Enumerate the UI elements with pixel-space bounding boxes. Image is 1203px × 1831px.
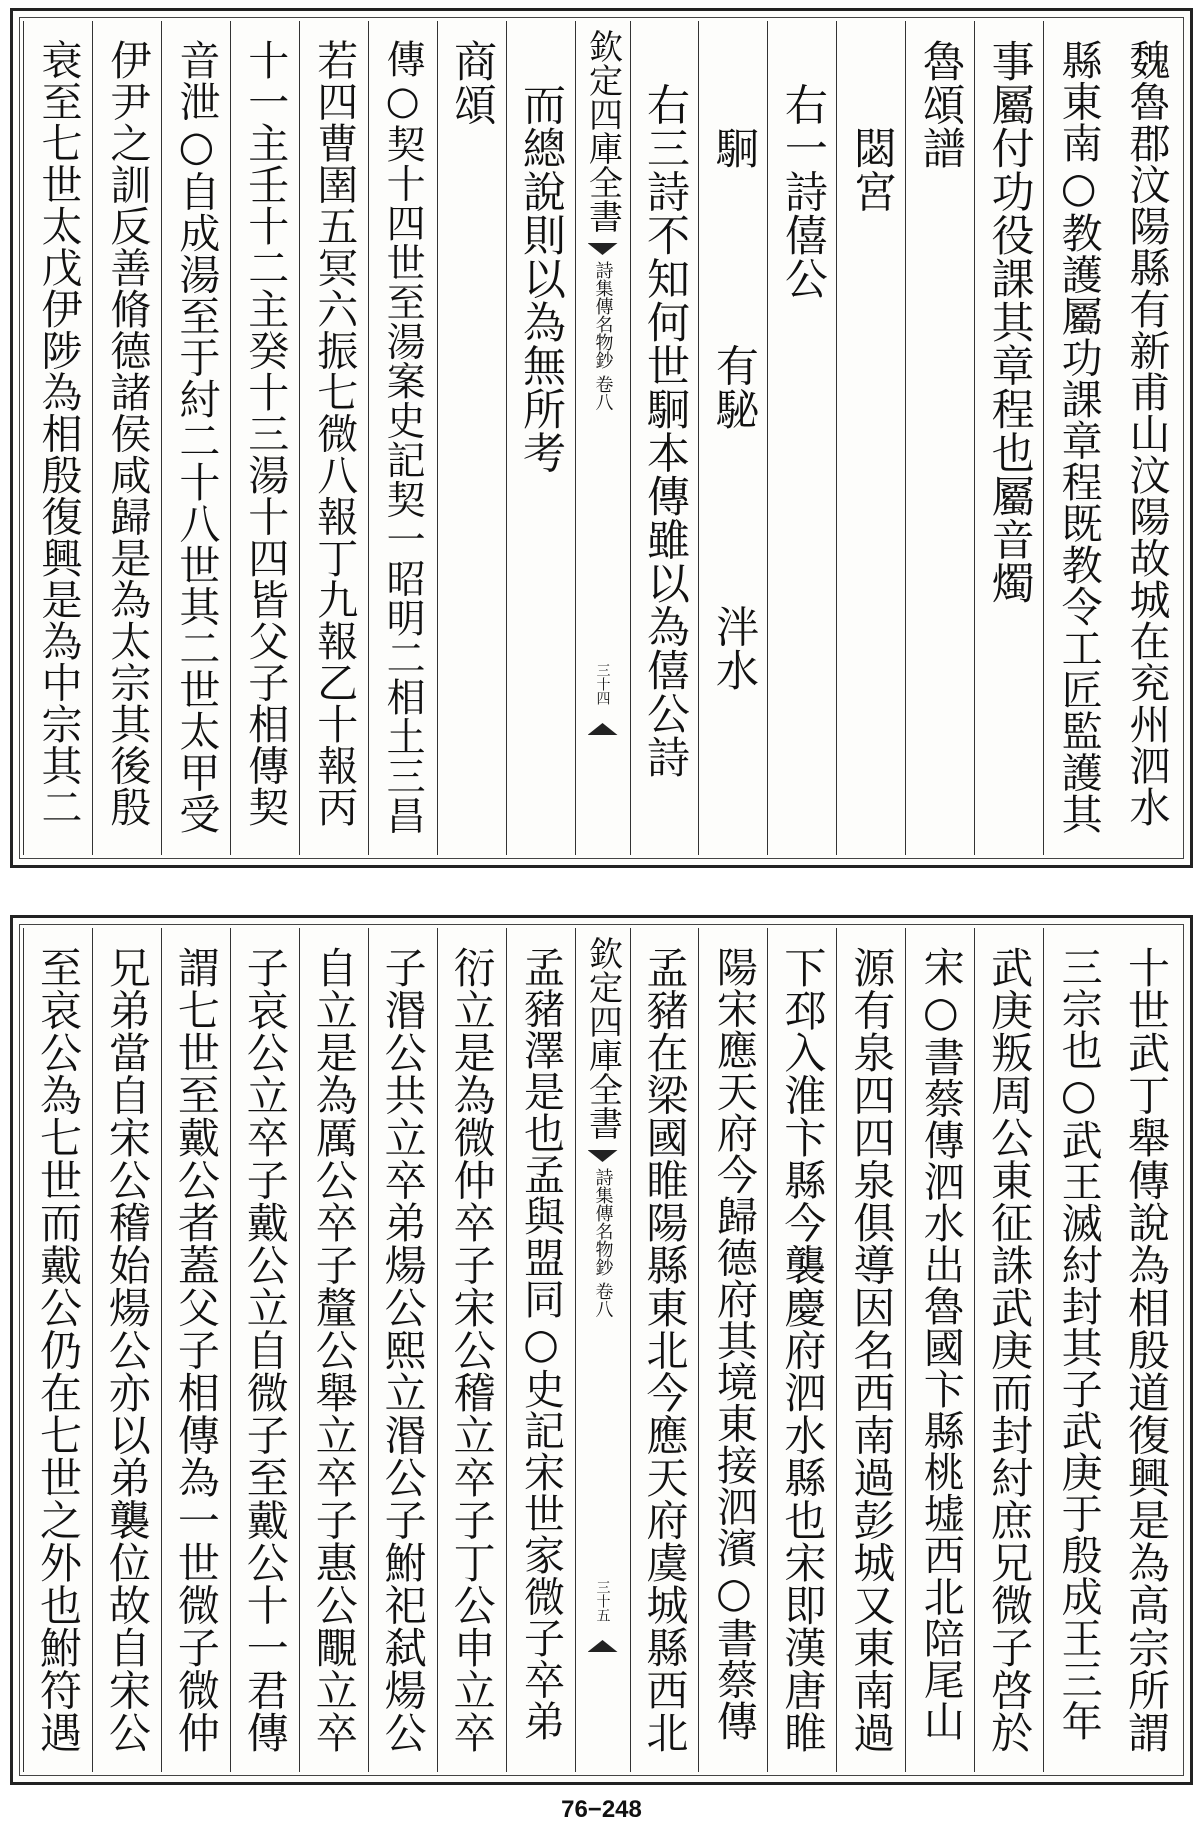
- text-column: 武庚叛周公東征誅武庚而封紂庶兄微子啓於: [974, 928, 1043, 1772]
- text-column: 自立是為厲公卒子釐公舉立卒子惠公覸立卒: [299, 928, 368, 1772]
- center-title: 欽定四庫全書: [582, 936, 623, 1140]
- text-column: 孟豬在梁國睢陽縣東北今應天府虞城縣西北: [630, 928, 699, 1772]
- text-column: 三宗也○武王滅紂封其子武庚于殷成王三年: [1043, 928, 1112, 1772]
- text-column: 十一主壬十二主癸十三湯十四皆父子相傳契: [230, 21, 299, 855]
- leaf-number: 三十四: [594, 663, 611, 705]
- text-column: 閟宮: [836, 21, 905, 855]
- text-column: 事屬付功役課其章程也屬音燭: [974, 21, 1043, 855]
- center-fold-column: [575, 21, 630, 855]
- text-column: 至哀公為七世而戴公仍在七世之外也鮒符遇: [23, 928, 92, 1772]
- text-column: 駉 有駜 泮水: [698, 21, 767, 855]
- fish-tail-mark: [588, 1640, 618, 1652]
- text-column: 十世武丁舉傳說為相殷道復興是為高宗所謂: [1122, 946, 1172, 1754]
- bottom-half-leaf: [10, 915, 1193, 1785]
- text-column: 若四曹圉五冥六振七微八報丁九報乙十報丙: [299, 21, 368, 855]
- text-column: 子湣公共立卒弟煬公熙立湣公子鮒祀弑煬公: [368, 928, 437, 1772]
- text-column: 孟豬澤是也孟與盟同○史記宋世家微子卒弟: [506, 928, 575, 1772]
- center-juan: 卷八: [592, 375, 614, 411]
- text-column: 音泄○自成湯至于紂二十八世其二世太甲受: [161, 21, 230, 855]
- leaf-number: 三十五: [594, 1580, 611, 1622]
- center-juan: 卷八: [592, 1282, 614, 1318]
- text-column: 兄弟當自宋公稽始煬公亦以弟襲位故自宋公: [92, 928, 161, 1772]
- text-column: 商頌: [437, 21, 506, 855]
- text-column: 源有泉四四泉俱導因名西南過彭城又東南過: [836, 928, 905, 1772]
- text-column: 魏魯郡汶陽縣有新甫山汶陽故城在兖州泗水: [1122, 39, 1171, 828]
- center-title: 欽定四庫全書: [582, 29, 623, 233]
- text-column: 衍立是為微仲卒子宋公稽立卒子丁公申立卒: [437, 928, 506, 1772]
- text-column: 而總說則以為無所考: [506, 21, 575, 855]
- text-column: 下邳入淮卞縣今襲慶府泗水縣也宋即漢唐睢: [767, 928, 836, 1772]
- top-half-leaf: [10, 8, 1193, 868]
- text-column: 魯頌譜: [905, 21, 974, 855]
- page-number: 76−248: [561, 1796, 642, 1823]
- text-column: 傳○契十四世至湯案史記契一昭明二相土三昌: [368, 21, 437, 855]
- bottom-columns: [23, 928, 1180, 1772]
- center-book-name: 詩集傳名物鈔: [592, 261, 614, 369]
- text-column: 伊尹之訓反善脩德諸侯咸歸是為太宗其後殷: [92, 21, 161, 855]
- fish-tail-mark: [588, 723, 618, 735]
- text-column: 陽宋應天府今歸德府其境東接泗濱○書蔡傳: [698, 928, 767, 1772]
- fish-tail-mark: [588, 1150, 618, 1162]
- center-fold-column: [575, 928, 630, 1772]
- text-column: 宋○書蔡傳泗水出魯國卞縣桃墟西北陪尾山: [905, 928, 974, 1772]
- text-column: 縣東南○教護屬功課章程既教令工匠監護其: [1043, 21, 1112, 855]
- text-column: 子哀公立卒子戴公立自微子至戴公十一君傳: [230, 928, 299, 1772]
- top-columns: [23, 21, 1180, 855]
- text-column: 謂七世至戴公者蓋父子相傳為一世微子微仲: [161, 928, 230, 1772]
- text-column: 右三詩不知何世駉本傳雖以為僖公詩: [630, 21, 699, 855]
- fish-tail-mark: [588, 243, 618, 255]
- center-book-name: 詩集傳名物鈔: [592, 1168, 614, 1276]
- text-column: 右一詩僖公: [767, 21, 836, 855]
- text-column: 衰至七世太戊伊陟為相殷復興是為中宗其二: [23, 21, 92, 855]
